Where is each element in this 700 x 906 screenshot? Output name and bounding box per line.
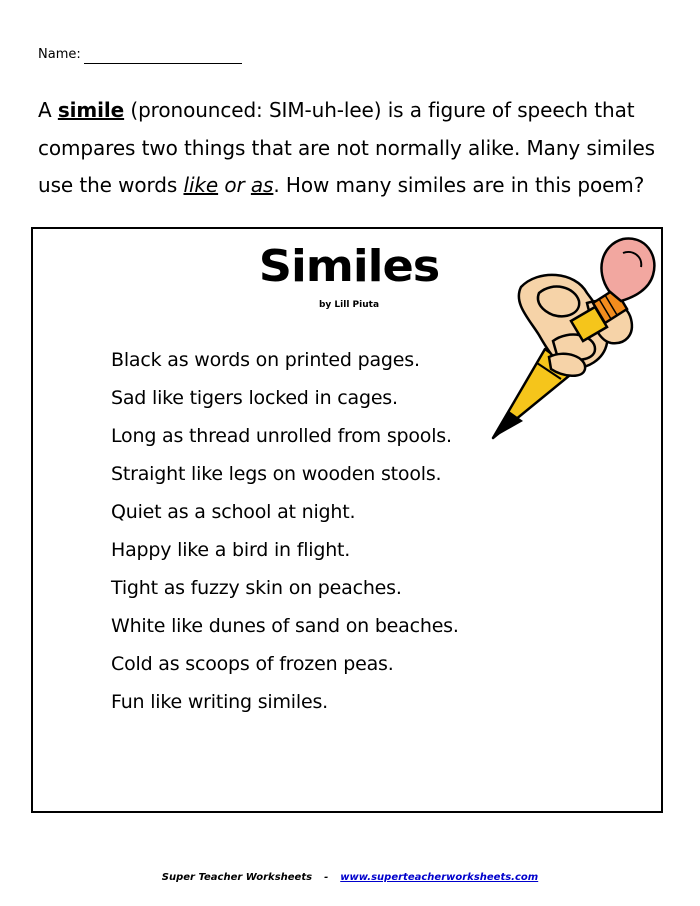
poem-line: Quiet as a school at night. xyxy=(111,501,356,523)
poem-line: Sad like tigers locked in cages. xyxy=(111,387,398,409)
poem-box xyxy=(31,227,663,813)
poem-title: Similes xyxy=(258,241,440,292)
intro-joiner: or xyxy=(218,173,251,197)
poem-byline: by Lill Piuta xyxy=(318,300,380,310)
intro-lead: A xyxy=(38,98,58,122)
intro-definition: (pronounced: SIM-uh-lee) is a figure of speech that compares two things that are not normally alike. Many similes use the words xyxy=(38,98,655,197)
intro-word-as: as xyxy=(250,173,274,197)
poem-line: Black as words on printed pages. xyxy=(111,349,420,371)
poem-line: Tight as fuzzy skin on peaches. xyxy=(111,577,402,599)
poem-lines xyxy=(111,341,459,721)
page-footer xyxy=(0,872,700,883)
poem-line: Fun like writing similes. xyxy=(111,691,328,713)
poem-line: Long as thread unrolled from spools. xyxy=(111,425,452,447)
footer-publisher: Super Teacher Worksheets xyxy=(161,872,313,883)
name-label: Name: xyxy=(38,47,81,62)
intro-question: . How many similes are in this poem? xyxy=(273,173,645,197)
poem-line: Straight like legs on wooden stools. xyxy=(111,463,442,485)
intro-paragraph xyxy=(38,92,668,205)
hand-holding-pencil-icon xyxy=(483,231,659,443)
poem-line: Cold as scoops of frozen peas. xyxy=(111,653,394,675)
name-blank-line[interactable] xyxy=(84,49,242,64)
intro-term: simile xyxy=(57,98,125,122)
poem-line: White like dunes of sand on beaches. xyxy=(111,615,459,637)
footer-separator: - xyxy=(324,872,329,883)
footer-website-link[interactable]: www.superteacherworksheets.com xyxy=(340,872,539,883)
name-field xyxy=(38,46,242,64)
poem-line: Happy like a bird in flight. xyxy=(111,539,351,561)
intro-word-like: like xyxy=(183,173,219,197)
